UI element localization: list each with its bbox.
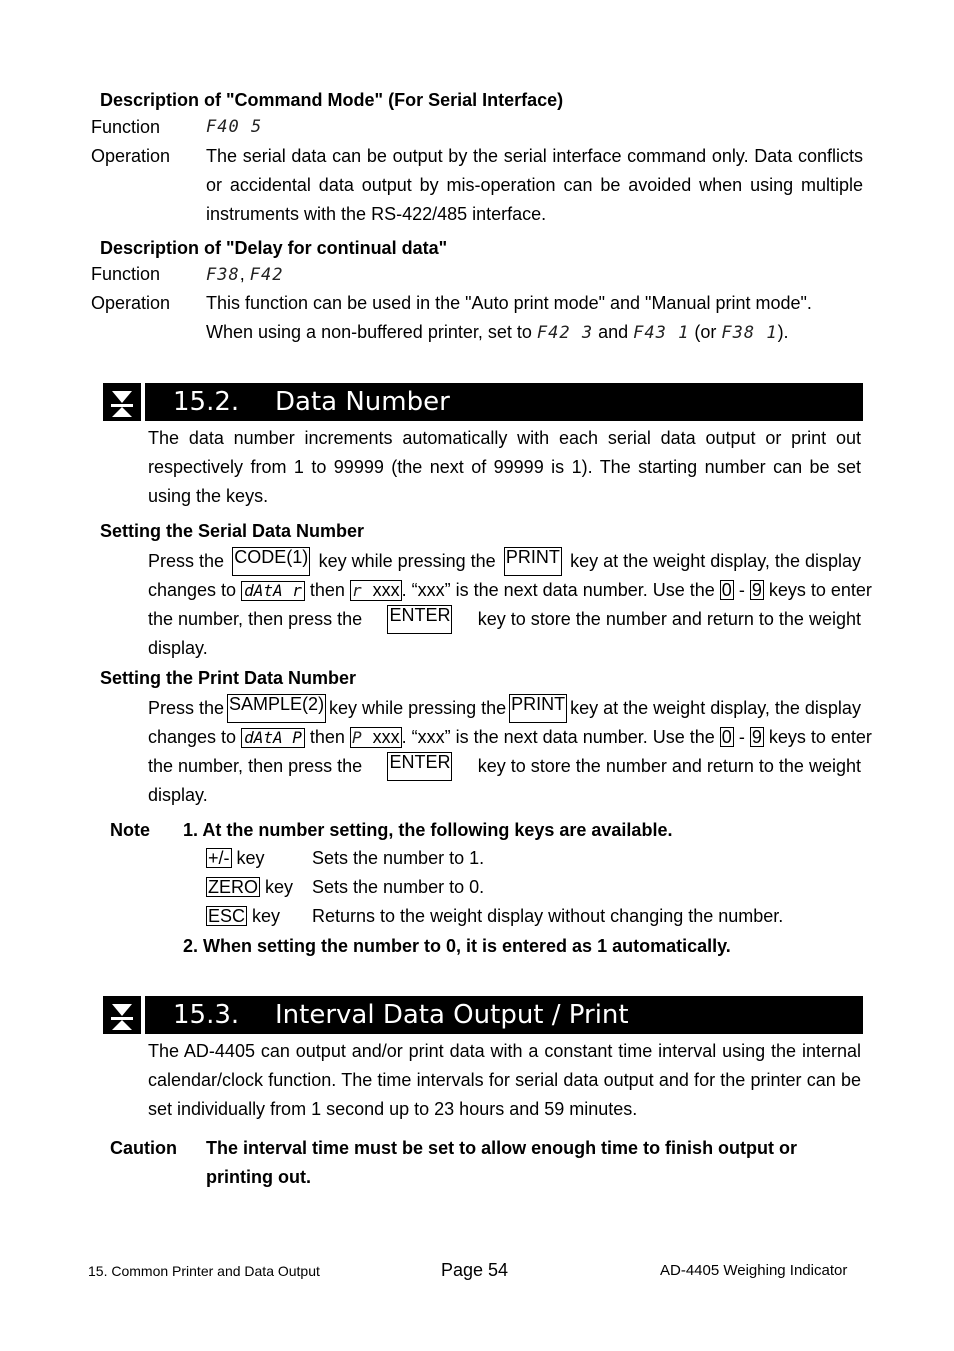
section-download-icon (103, 996, 141, 1034)
text: and (598, 322, 629, 342)
function-lcd-value: F40 5 (206, 117, 263, 137)
key-0: 0 (721, 727, 732, 747)
footer-product: AD-4405 Weighing Indicator (660, 1262, 848, 1279)
delay-function-values (206, 264, 283, 285)
text: . “xxx” is the next data number. Use the (401, 580, 715, 600)
plus-minus-key: +/- (208, 848, 230, 868)
text: display. (148, 638, 208, 658)
section-15-3-heading (145, 996, 863, 1034)
key-0: 0 (721, 580, 732, 600)
print-key: PRINT (504, 547, 562, 576)
section-title: Interval Data Output / Print (275, 1000, 629, 1030)
print-data-number-text (148, 694, 872, 810)
serial-data-number-heading: Setting the Serial Data Number (100, 521, 365, 541)
serial-data-number-text (148, 547, 872, 663)
text: Press the (148, 698, 225, 718)
note-key-row (206, 906, 280, 927)
text: key (252, 906, 281, 926)
delay-heading: Description of "Delay for continual data" (100, 238, 448, 258)
enter-key: ENTER (387, 752, 452, 781)
note-key-row (206, 848, 265, 869)
enter-key: ENTER (387, 605, 452, 634)
text: keys to enter (768, 727, 872, 747)
xxx: xxx (372, 727, 400, 747)
section-number: 15.3. (173, 1000, 240, 1030)
text: (or (694, 322, 717, 342)
note-key-desc: Returns to the weight display without changing the number. (312, 906, 784, 926)
text: changes to (148, 580, 237, 600)
note-key-desc: Sets the number to 1. (312, 848, 485, 868)
section-download-icon (103, 383, 141, 421)
code1-key: CODE(1) (232, 547, 310, 576)
function-label: Function (91, 264, 161, 284)
note-item-2: 2. When setting the number to 0, it is entered as 1 automatically. (183, 936, 731, 956)
key-9: 9 (751, 727, 762, 747)
function-label: Function (91, 117, 161, 137)
section-title: Data Number (275, 387, 450, 417)
lcd-data-p: dAtA P (241, 728, 305, 748)
text: ). (777, 322, 789, 342)
caution-label: Caution (110, 1138, 177, 1158)
text: the number, then press the (148, 609, 363, 629)
delay-operation-line2 (206, 322, 789, 343)
esc-key: ESC (208, 906, 246, 926)
data-number-intro: The data number increments automatically with each serial data output or print out respectively from 1 to 99999 (the next of 99999 is 1). The starting number can be set using the keys. (148, 428, 861, 506)
operation-label: Operation (91, 146, 171, 166)
section-15-2-heading (145, 383, 863, 421)
text: keys to enter (768, 580, 872, 600)
text: - (738, 727, 745, 747)
footer-chapter: 15. Common Printer and Data Output (88, 1263, 320, 1279)
comma: , (239, 264, 245, 284)
lcd-f38-1: F38 1 (721, 323, 778, 343)
text: key (236, 848, 265, 868)
lcd-r-xxx (350, 580, 402, 601)
text: then (309, 580, 345, 600)
text: . “xxx” is the next data number. Use the (401, 727, 715, 747)
text: the number, then press the (148, 756, 363, 776)
lcd-p: P (351, 728, 363, 747)
command-mode-heading: Description of "Command Mode" (For Serial Interface) (100, 90, 564, 110)
lcd-data-r: dAtA r (241, 581, 305, 601)
text: display. (148, 785, 208, 805)
text: key to store the number and return to the weight (477, 756, 861, 776)
text: key at the weight display, the display (570, 551, 861, 571)
text: key (265, 877, 294, 897)
lcd-f42: F42 (249, 265, 284, 285)
interval-intro: The AD-4405 can output and/or print data with a constant time interval using the internal calendar/clock function. The time intervals for serial data output and for the printer can be set individually from 1 second up to 23 hours and 59 minutes. (148, 1041, 861, 1119)
lcd-f43-1: F43 1 (633, 323, 690, 343)
text: key while pressing the (318, 551, 496, 571)
note-key-desc: Sets the number to 0. (312, 877, 485, 897)
page-number: Page 54 (441, 1260, 509, 1280)
sample2-key: SAMPLE(2) (227, 694, 326, 723)
text: - (738, 580, 745, 600)
zero-key: ZERO (208, 877, 259, 897)
text: key at the weight display, the display (570, 698, 861, 718)
lcd-f38: F38 (206, 265, 240, 285)
operation-label: Operation (91, 293, 171, 313)
note-key-row (206, 877, 293, 898)
print-data-number-heading: Setting the Print Data Number (100, 668, 357, 688)
lcd-f42-3: F42 3 (536, 323, 594, 343)
text: Press the (148, 551, 225, 571)
note-item-1: 1. At the number setting, the following keys are available. (183, 820, 673, 840)
xxx: xxx (372, 580, 400, 600)
section-number: 15.2. (173, 387, 240, 417)
text: key while pressing the (329, 698, 507, 718)
lcd-r: r (351, 581, 363, 600)
delay-operation-line1: This function can be used in the "Auto print mode" and "Manual print mode". (206, 293, 812, 313)
text: key to store the number and return to the weight (477, 609, 861, 629)
text: When using a non-buffered printer, set to (206, 322, 532, 342)
print-key: PRINT (509, 694, 567, 723)
caution-text: The interval time must be set to allow enough time to finish output or printing out. (206, 1138, 798, 1187)
text: then (309, 727, 345, 747)
command-mode-operation-text: The serial data can be output by the serial interface command only. Data conflicts or accidental data output by mis-operation can be avoided when using multiple instruments with the RS-422/485 interface. (206, 146, 863, 224)
note-label: Note (110, 820, 150, 840)
text: changes to (148, 727, 237, 747)
lcd-p-xxx (350, 727, 402, 748)
key-9: 9 (751, 580, 762, 600)
